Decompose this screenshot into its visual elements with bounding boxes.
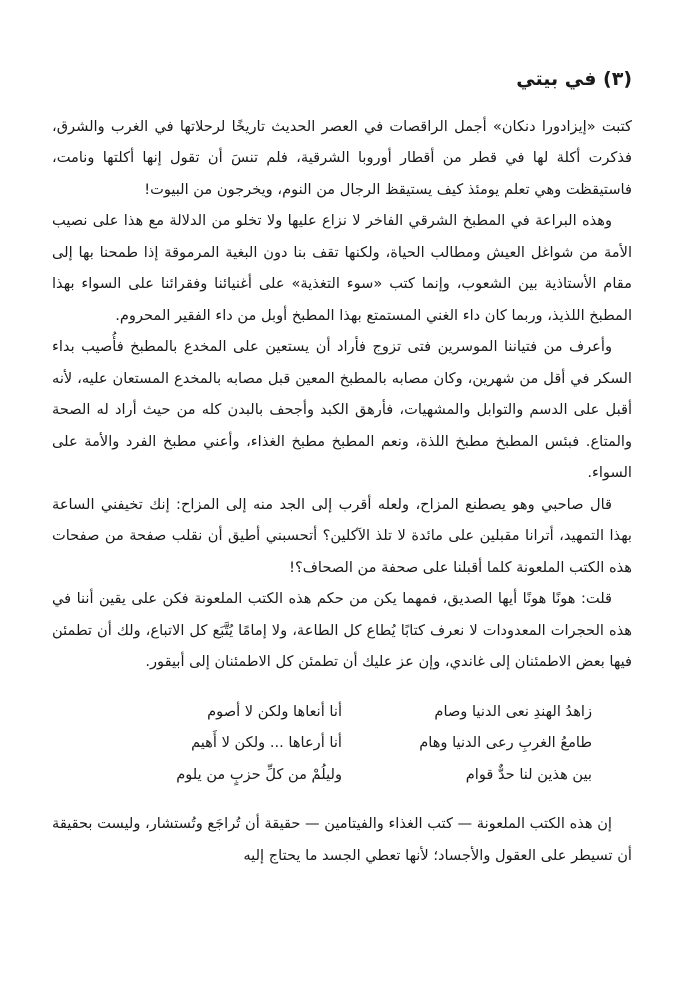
poem-verse-3 [52,759,632,791]
paragraph-1: كتبت «إيزادورا دنكان» أجمل الراقصات في العصر الحديث تاريخًا لرحلاتها في الغرب والشرق، فذكرت أكلة لها في قطر من أقطار أوروبا الشرقية، فلم تنسَ أن تقول إنها أكلتها ونامت، فاستيقظت وهي تعلم يومئذ كيف يستيقظ الرجال من النوم، ويخرجون من البيوت! [52,117,632,198]
verse-second-hemistich: أنا أنعاها ولكن لا أصوم [207,702,342,720]
verse-second-hemistich: أنا أرعاها ... ولكن لا أَهيم [191,734,342,752]
paragraph-4: قال صاحبي وهو يصطنع المزاح، ولعله أقرب إلى الجد منه إلى المزاح: إنك تخيفني الساعة بهذا التمهيد، أترانا مقبلين على مائدة لا تلذ الآكلين؟ أتحسبني أطيق أن نقلب صفحة من صفحات هذه الكتب الملعونة كلما أقبلنا على صحفة من الصحاف؟! [52,495,632,576]
verse-first-hemistich: طامعُ الغربِ رعى الدنيا وهام [419,734,592,752]
closing-paragraph: إن هذه الكتب الملعونة — كتب الغذاء والفيتامين — حقيقة أن تُراجَع وتُستشار، وليست بحقيقة أن تسيطر على العقول والأجساد؛ لأنها تعطي الجسد ما يحتاج إليه [52,815,632,864]
section-heading: (٣) في بيتي [516,68,632,90]
verse-second-hemistich: وليلُمْ من كلِّ حزبٍ من يلوم [176,765,342,783]
paragraph-2: وهذه البراعة في المطبخ الشرقي الفاخر لا نزاع عليها ولا تخلو من الدلالة مع هذا على نصيب الأمة من شواغل العيش ومطالب الحياة، ولكنها تقف بنا دون البغية المرموقة إذا طمحنا بها إلى مقام الأستاذية بين الشعوب، وإنما كتب «سوء التغذية» على أغنيائنا وفقرائنا على السواء بهذا المطبخ اللذيذ، وربما كان داء الغني المستمتع بهذا المطبخ أوبل من داء الفقير المحروم. [52,212,632,324]
paragraph-3: وأعرف من فتياننا الموسرين فتى تزوج فأراد أن يستعين على المخدع بالمطبخ فأُصيب بداء السكر في أقل من شهرين، وكان مصابه بالمطبخ المعين قبل مصابه بالمخدع المستعان عليه، لأنه أقبل على الدسم والتوابل والمشهيات، فأرهق الكبد وأجحف بالبدن كله من حيث أراد له الصحة والمتاع. فبئس المطبخ مطبخ اللذة، ونعم المطبخ مطبخ الغذاء، وأعني مطبخ الفرد والأمة على السواء. [52,338,632,482]
verse-first-hemistich: زاهدُ الهندِ نعى الدنيا وصام [434,702,592,720]
poem-verse-1 [52,696,632,728]
paragraph-5: قلت: هونًا هونًا أيها الصديق، فمهما يكن من حكم هذه الكتب الملعونة فكن على يقين أننا في هذه الحجرات المعدودات لا نعرف كتابًا يُطاع كل الطاعة، ولا إمامًا يُتَّبَع كل الاتباع، ولك أن تطمئن فيها بعض الاطمئنان إلى غاندي، وإن عز عليك أن تطمئن كل الاطمئنان إلى أبيقور. [52,590,632,671]
verse-first-hemistich: بين هذين لنا حدٌّ قوام [465,765,592,783]
poem-block [52,696,632,791]
poem-verse-2 [52,727,632,759]
